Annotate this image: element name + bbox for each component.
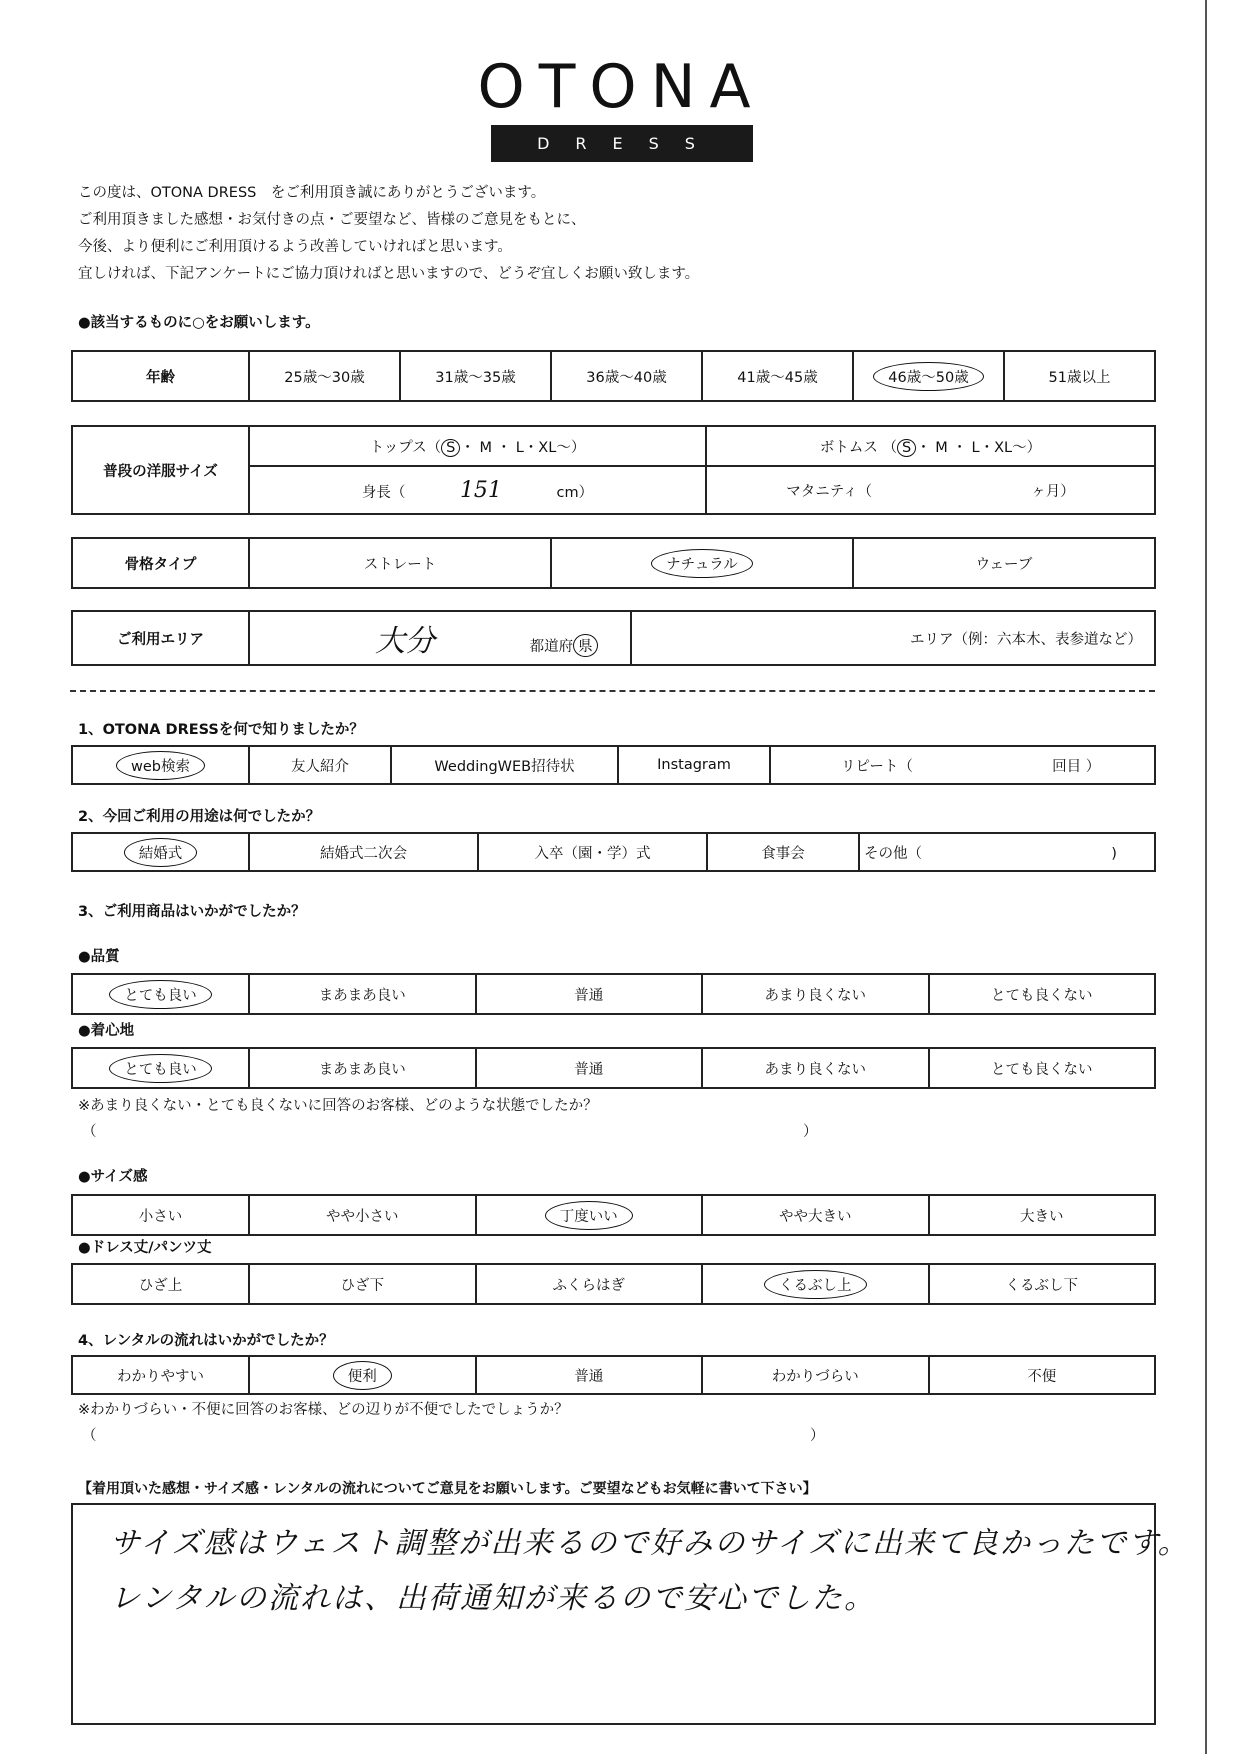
q4-option[interactable]: 普通 xyxy=(476,1356,703,1394)
frame-option[interactable]: ウェーブ xyxy=(853,538,1155,588)
age-label: 年齢 xyxy=(72,351,249,401)
q3-paren-open: （ xyxy=(82,1124,97,1140)
quality-option[interactable]: とても良くない xyxy=(929,974,1156,1014)
comfort-option[interactable]: 普通 xyxy=(476,1048,703,1088)
fit-option[interactable]: やや小さい xyxy=(249,1195,476,1235)
q2-other[interactable] xyxy=(859,833,1155,871)
q1-selected-circle: web検索 xyxy=(116,751,205,780)
comfort-label: ●着心地 xyxy=(78,1023,135,1039)
q2-other-close: ) xyxy=(1111,845,1117,862)
fit-option[interactable]: 小さい xyxy=(72,1195,249,1235)
q1-repeat-label: リピート（ xyxy=(841,758,913,775)
q2-option[interactable]: 結婚式二次会 xyxy=(249,833,478,871)
q1-title: 1、OTONA DRESSを何で知りましたか？ xyxy=(78,722,364,738)
q1-option[interactable]: Instagram xyxy=(618,746,770,784)
intro-line: 今後、より便利にご利用頂けるよう改善していければと思います。 xyxy=(78,239,512,255)
scan-edge-line xyxy=(1205,0,1207,1754)
quality-table xyxy=(71,973,1156,1015)
q2-option[interactable]: 入卒（園・学）式 xyxy=(478,833,707,871)
maternity-field[interactable] xyxy=(706,466,1155,514)
length-option[interactable]: ひざ上 xyxy=(72,1264,249,1304)
quality-option-selected[interactable] xyxy=(72,974,249,1014)
intro-text xyxy=(78,180,699,288)
height-label: 身長（ xyxy=(361,484,406,501)
length-label: ●ドレス丈/パンツ丈 xyxy=(78,1240,212,1256)
length-option[interactable]: ひざ下 xyxy=(249,1264,476,1304)
pref-prefix: 都道府 xyxy=(529,639,574,655)
comments-heading: 【着用頂いた感想・サイズ感・レンタルの流れについてご意見をお願いします。ご要望などもお気軽に書いて下さい】 xyxy=(78,1481,817,1497)
divider xyxy=(70,690,1155,692)
fit-option[interactable]: やや大きい xyxy=(702,1195,929,1235)
frame-option[interactable]: ストレート xyxy=(249,538,551,588)
q3-paren-close: ） xyxy=(803,1124,818,1140)
age-option[interactable]: 51歳以上 xyxy=(1004,351,1155,401)
length-option[interactable]: くるぶし下 xyxy=(929,1264,1156,1304)
q4-option[interactable]: わかりやすい xyxy=(72,1356,249,1394)
instruction: ●該当するものに○をお願いします。 xyxy=(78,315,320,331)
age-table xyxy=(71,350,1156,402)
q3-note: ※あまり良くない・とても良くないに回答のお客様、どのような状態でしたか？ xyxy=(78,1098,598,1114)
area-table xyxy=(71,610,1156,666)
height-unit: cm） xyxy=(556,484,594,501)
maternity-label: マタニティ（ xyxy=(786,483,873,500)
maternity-unit: ヶ月） xyxy=(1031,483,1075,500)
logo-subtitle: DRESS xyxy=(491,125,753,162)
size-label: 普段の洋服サイズ xyxy=(72,426,249,514)
area-label: ご利用エリア xyxy=(72,611,249,665)
quality-option[interactable]: 普通 xyxy=(476,974,703,1014)
height-value: 151 xyxy=(459,477,502,503)
intro-line: この度は、OTONA DRESS をご利用頂き誠にありがとうございます。 xyxy=(78,185,546,201)
q4-option[interactable]: 不便 xyxy=(929,1356,1156,1394)
bottoms-prefix: ボトムス （ xyxy=(819,439,897,456)
age-option[interactable]: 41歳～45歳 xyxy=(702,351,853,401)
q1-option-selected[interactable] xyxy=(72,746,249,784)
pref-suffix-circle: 県 xyxy=(573,634,598,657)
comfort-selected-circle: とても良い xyxy=(109,1054,212,1083)
tops-s-circle: S xyxy=(441,439,460,457)
q4-selected-circle: 便利 xyxy=(333,1361,392,1390)
age-option[interactable]: 31歳～35歳 xyxy=(400,351,551,401)
fit-selected-circle: 丁度いい xyxy=(545,1201,633,1230)
age-option-selected[interactable] xyxy=(853,351,1004,401)
intro-line: ご利用頂きました感想・お気付きの点・ご要望など、皆様のご意見をもとに、 xyxy=(78,212,586,228)
height-field[interactable] xyxy=(249,466,706,514)
tops-rest: ・ M ・ L・XL～） xyxy=(460,439,586,456)
q2-table xyxy=(71,832,1156,872)
comfort-option[interactable]: まあまあ良い xyxy=(249,1048,476,1088)
q1-option[interactable]: 友人紹介 xyxy=(249,746,391,784)
area-hint[interactable]: エリア（例：六本木、表参道など） xyxy=(631,611,1155,665)
q1-table xyxy=(71,745,1156,785)
comment-line: サイズ感はウェスト調整が出来るので好みのサイズに出来て良かったです。 xyxy=(110,1526,1190,1561)
quality-option[interactable]: まあまあ良い xyxy=(249,974,476,1014)
q2-other-label: その他（ xyxy=(864,845,922,862)
quality-option[interactable]: あまり良くない xyxy=(702,974,929,1014)
fit-option[interactable]: 大きい xyxy=(929,1195,1156,1235)
frame-table xyxy=(71,537,1156,589)
q2-selected-circle: 結婚式 xyxy=(124,838,198,867)
bottoms-rest: ・ M ・ L・XL～） xyxy=(916,439,1042,456)
fit-table xyxy=(71,1194,1156,1236)
comment-line: レンタルの流れは、出荷通知が来るので安心でした。 xyxy=(110,1581,877,1616)
logo-title: OTONA xyxy=(477,52,765,122)
length-selected-circle: くるぶし上 xyxy=(764,1270,867,1299)
length-option[interactable]: ふくらはぎ xyxy=(476,1264,703,1304)
q2-option-selected[interactable] xyxy=(72,833,249,871)
q4-table xyxy=(71,1355,1156,1395)
bottoms-s-circle: S xyxy=(897,439,916,457)
length-table xyxy=(71,1263,1156,1305)
prefecture-value: 大分 xyxy=(375,624,435,659)
prefecture-field[interactable] xyxy=(249,611,631,665)
frame-label: 骨格タイプ xyxy=(72,538,249,588)
intro-line: 宜しければ、下記アンケートにご協力頂ければと思いますので、どうぞ宜しくお願い致します。 xyxy=(78,266,700,282)
q4-paren-close: ） xyxy=(810,1428,825,1444)
q4-paren-open: （ xyxy=(82,1428,97,1444)
size-table xyxy=(71,425,1156,515)
frame-option-selected[interactable] xyxy=(551,538,853,588)
q4-option-selected[interactable] xyxy=(249,1356,476,1394)
age-option[interactable]: 25歳～30歳 xyxy=(249,351,400,401)
q1-repeat-suffix: 回目 ） xyxy=(1052,758,1101,775)
age-option[interactable]: 36歳～40歳 xyxy=(551,351,702,401)
comfort-option[interactable]: あまり良くない xyxy=(702,1048,929,1088)
q4-option[interactable]: わかりづらい xyxy=(702,1356,929,1394)
q2-title: 2、今回ご利用の用途は何でしたか？ xyxy=(78,809,321,825)
q2-option[interactable]: 食事会 xyxy=(707,833,859,871)
tops-prefix: トップス（ xyxy=(369,439,442,456)
fit-option-selected[interactable] xyxy=(476,1195,703,1235)
comfort-option[interactable]: とても良くない xyxy=(929,1048,1156,1088)
q3-title: 3、ご利用商品はいかがでしたか？ xyxy=(78,904,306,920)
q1-repeat[interactable] xyxy=(770,746,1155,784)
quality-selected-circle: とても良い xyxy=(109,980,212,1009)
tops-size[interactable] xyxy=(249,426,706,466)
quality-label: ●品質 xyxy=(78,949,120,965)
comfort-table xyxy=(71,1047,1156,1089)
q4-title: 4、レンタルの流れはいかがでしたか？ xyxy=(78,1333,334,1349)
comfort-option-selected[interactable] xyxy=(72,1048,249,1088)
length-option-selected[interactable] xyxy=(702,1264,929,1304)
q1-option[interactable]: WeddingWEB招待状 xyxy=(391,746,618,784)
bottoms-size[interactable] xyxy=(706,426,1155,466)
age-selected-circle: 46歳～50歳 xyxy=(873,362,983,391)
q4-note: ※わかりづらい・不便に回答のお客様、どの辺りが不便でしたでしょうか？ xyxy=(78,1402,569,1418)
fit-label: ●サイズ感 xyxy=(78,1169,148,1185)
frame-selected-circle: ナチュラル xyxy=(651,549,753,578)
